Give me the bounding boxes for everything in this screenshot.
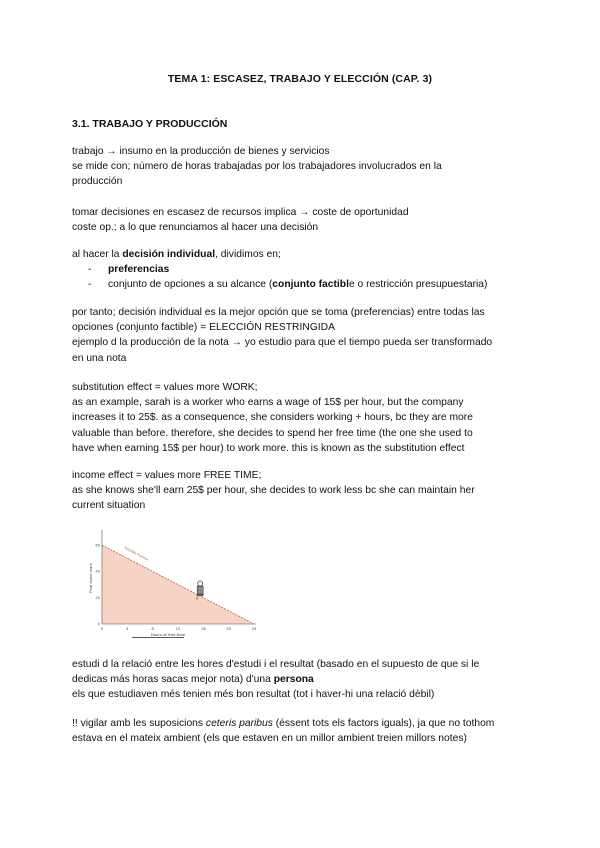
text-line: estava en el mateix ambient (els que estaven en un millor ambient treien millors notes): [72, 733, 467, 745]
text-run: dedicas más horas sacas mejor nota) d'una: [72, 674, 274, 686]
x-tick-label: 20: [226, 627, 231, 631]
list-item: [88, 262, 538, 277]
text-line: increases it to 25$. as a consequence, she considers working + hours, bc they are more: [72, 412, 473, 424]
x-tick-label: 12: [175, 627, 181, 631]
y-tick-label: 40: [95, 569, 100, 574]
text-line: en una nota: [72, 352, 127, 364]
x-tick-label: 8: [151, 627, 154, 631]
feasible-frontier-chart: [86, 524, 266, 642]
bold-term: preferencias: [108, 264, 170, 275]
y-tick-label: 60: [95, 543, 100, 548]
text-line: producción: [72, 176, 123, 188]
x-tick-label: 4: [126, 627, 129, 631]
bold-term: decisión individual: [122, 249, 216, 260]
bold-term: conjunto factibl: [272, 279, 349, 291]
paragraph-trabajo: [72, 144, 532, 190]
x-tick-label: 24: [251, 627, 257, 631]
text-line: as she knows she'll earn 25$ per hour, she decides to work less bc she can maintain her: [72, 485, 475, 497]
text-run: (éssent tots els factors iguals), ja que no tothom: [272, 718, 495, 729]
text-line: tomar decisiones en escasez de recursos implica → coste de oportunidad: [72, 207, 409, 218]
section-heading: 3.1. TRABAJO Y PRODUCCIÓN: [72, 118, 228, 130]
text-run: al hacer la: [72, 249, 123, 260]
bullet-dash: -: [88, 264, 92, 275]
text-line: ejemplo d la producción de la nota → yo estudio para que el tiempo pueda ser transformado: [72, 337, 493, 349]
student-body-icon: [197, 586, 203, 594]
text-line: trabajo → insumo en la producción de bienes y servicios: [72, 146, 330, 157]
text-line: substitution effect = values more WORK;: [72, 382, 258, 393]
point-label: A: [196, 596, 199, 601]
text-line: por tanto; decisión individual es la mejor opción que se toma (preferencias) entre todas las: [72, 307, 485, 318]
text-line: opciones (conjunto factible) = ELECCIÓN RESTRINGIDA: [72, 322, 335, 334]
text-run: , dividimos en;: [215, 249, 281, 260]
paragraph-eleccion-restringida: [72, 305, 532, 366]
student-head-icon: [198, 581, 203, 586]
y-tick-label: 0: [97, 622, 100, 627]
text-line: have when earning 15$ per hour) to work more. this is known as the substitution effect: [72, 442, 465, 454]
text-line: coste op.; a lo que renunciamos al hacer una decisión: [72, 222, 319, 234]
text-run: e o restricción presupuestaria): [348, 279, 488, 291]
text-run: !! vigilar amb les suposicions: [72, 718, 206, 729]
y-tick-label: 20: [95, 595, 100, 600]
text-line: se mide con; número de horas trabajadas por los trabajadores involucrados en la: [72, 161, 442, 173]
x-tick-label: 0: [100, 627, 104, 631]
text-line: as an example, sarah is a worker who earns a wage of 15$ per hour, but the company: [72, 397, 464, 409]
italic-term: ceteris paribus: [205, 718, 273, 729]
x-axis-label: Hours of free time: [150, 632, 186, 637]
paragraph-coste-oportunidad: [72, 205, 532, 235]
paragraph-ceteris-paribus: [72, 716, 532, 746]
text-line: income effect = values more FREE TIME;: [72, 470, 262, 481]
text-run: conjunto de opciones a su alcance (: [108, 279, 273, 291]
paragraph-income-effect: [72, 468, 532, 514]
text-line: current situation: [72, 500, 146, 512]
paragraph-substitution-effect: [72, 380, 532, 456]
frontier-label: feasible frontier: [123, 545, 150, 562]
paragraph-decision-individual: [72, 247, 532, 262]
document-title: TEMA 1: ESCASEZ, TRABAJO Y ELECCIÓN (CAP. 3): [167, 73, 433, 85]
y-axis-label: Final exam mark: [89, 563, 93, 593]
bold-term: persona: [273, 674, 314, 686]
list-item: [88, 277, 538, 292]
text-line: valuable than before. therefore, she decides to spend her free time (the one she used to: [72, 427, 473, 439]
text-line: els que estudiaven més tenien més bon resultat (tot i haver-hi una relació dèbil): [72, 689, 435, 701]
paragraph-estudi: [72, 657, 532, 703]
x-tick-label: 16: [201, 627, 206, 631]
bullet-dash: -: [88, 279, 92, 291]
text-line: estudi d la relació entre les hores d'estudi i el resultat (basado en el supuesto de que si le: [72, 659, 480, 670]
bullet-list: [88, 262, 538, 292]
